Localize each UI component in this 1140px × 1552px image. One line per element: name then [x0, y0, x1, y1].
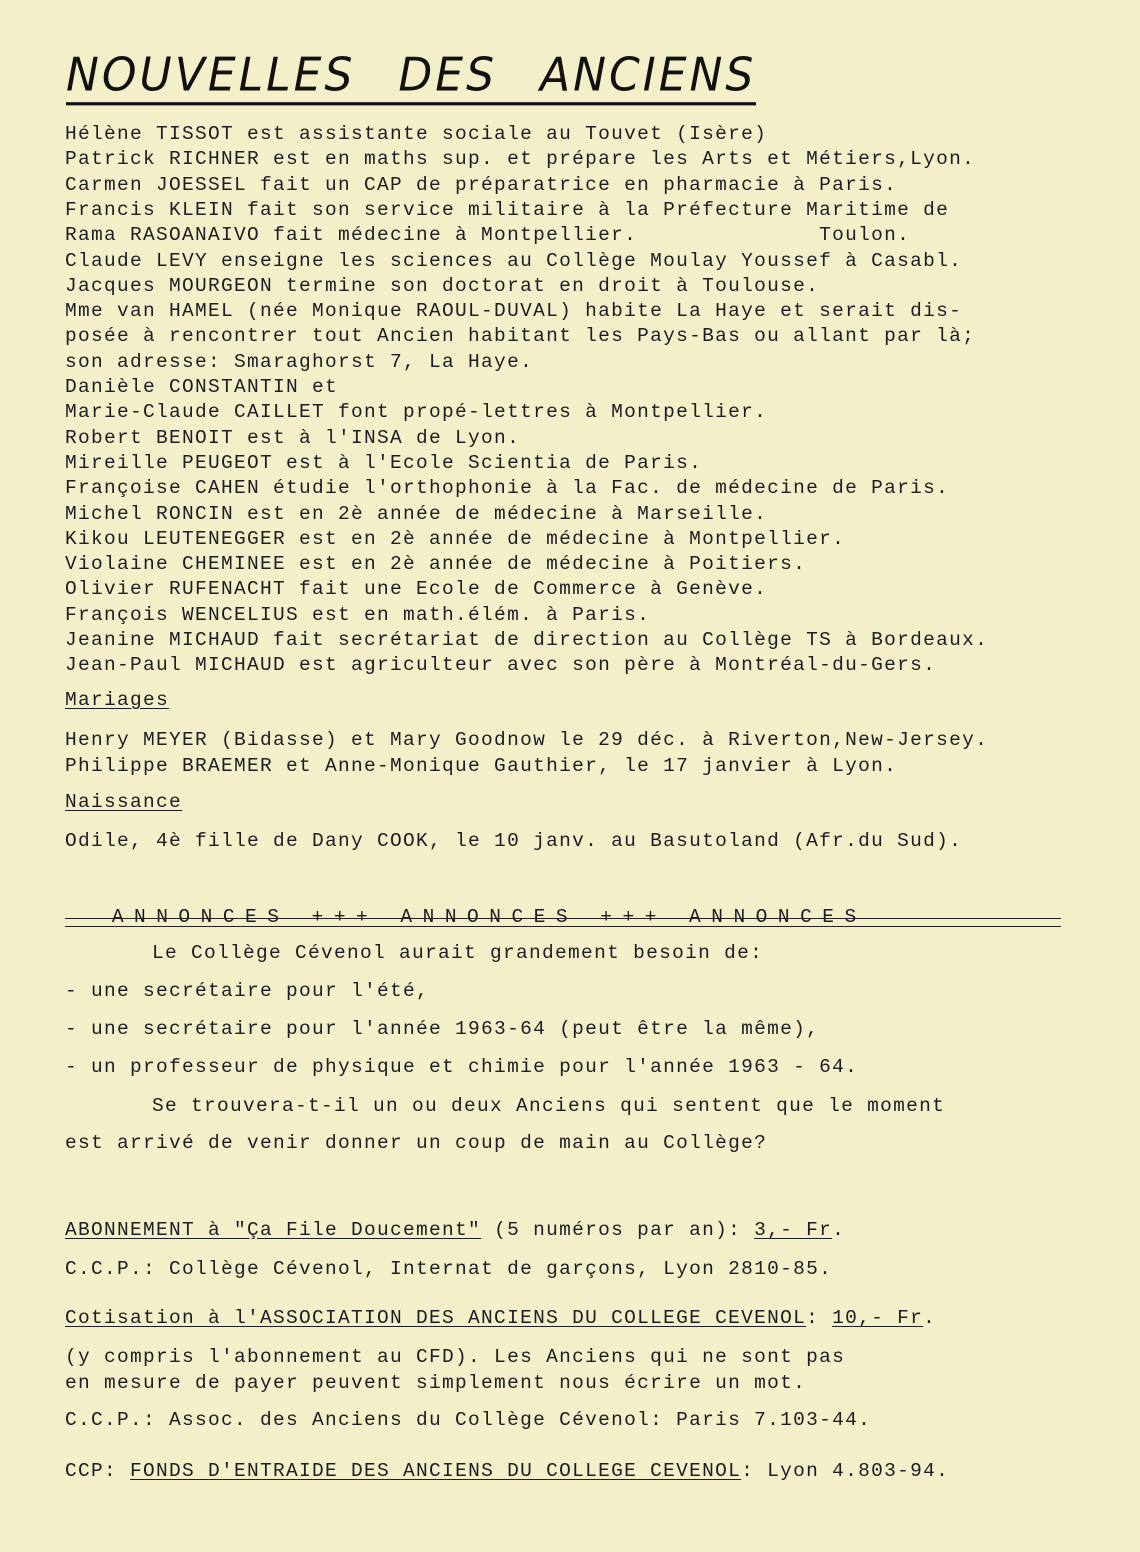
abonnement-ccp: C.C.P.: Collège Cévenol, Internat de garçons, Lyon 2810-85. [65, 1258, 833, 1280]
mariage-item: Philippe BRAEMER et Anne-Monique Gauthier, le 17 janvier à Lyon. [65, 755, 898, 777]
abonnement-detail: (5 numéros par an): [481, 1219, 755, 1241]
cotisation-line: Cotisation à l'ASSOCIATION DES ANCIENS DU COLLEGE CEVENOL: 10,- Fr. [65, 1307, 937, 1329]
news-item: Mireille PEUGEOT est à l'Ecole Scientia de Paris. [65, 451, 703, 474]
naissance-heading: Naissance [65, 791, 183, 813]
news-item: Françoise CAHEN étudie l'orthophonie à la Fac. de médecine de Paris. [65, 477, 950, 500]
news-item: Hélène TISSOT est assistante sociale au Touvet (Isère) [65, 123, 768, 145]
news-item: Claude LEVY enseigne les sciences au Collège Moulay Youssef à Casabl. [65, 249, 963, 272]
annonces-banner-text: ANNONCES +++ ANNONCES +++ ANNONCES [111, 906, 867, 928]
news-item: Robert BENOIT est à l'INSA de Lyon. [65, 426, 521, 449]
annonces-intro: Le Collège Cévenol aurait grandement besoin de: [152, 942, 764, 964]
news-item: Rama RASOANAIVO fait médecine à Montpellier. Toulon. [65, 224, 911, 247]
page-title: NOUVELLES DES ANCIENS [66, 49, 756, 106]
cotisation-note: en mesure de payer peuvent simplement nous écrire un mot. [65, 1372, 807, 1394]
fonds-prefix: CCP: [65, 1460, 131, 1482]
news-item: Mme van HAMEL (née Monique RAOUL-DUVAL) habite La Haye et serait dis- [65, 300, 963, 323]
news-item: Olivier RUFENACHT fait une Ecole de Commerce à Genève. [65, 578, 768, 601]
annonce-item: - une secrétaire pour l'été, [65, 980, 430, 1002]
mariage-item: Henry MEYER (Bidasse) et Mary Goodnow le 29 déc. à Riverton,New-Jersey. [65, 729, 989, 751]
abonnement-line: ABONNEMENT à "Ça File Doucement" (5 numéros par an): 3,- Fr. [65, 1219, 846, 1241]
news-item: Michel RONCIN est en 2è année de médecine à Marseille. [65, 502, 768, 525]
news-item: Kikou LEUTENEGGER est en 2è année de médecine à Montpellier. [65, 527, 846, 550]
cotisation-ccp: C.C.P.: Assoc. des Anciens du Collège Cévenol: Paris 7.103-44. [65, 1409, 872, 1431]
cotisation-note: (y compris l'abonnement au CFD). Les Anciens qui ne sont pas [65, 1346, 846, 1368]
news-item: Jean-Paul MICHAUD est agriculteur avec son père à Montréal-du-Gers. [65, 654, 937, 677]
news-item: son adresse: Smaraghorst 7, La Haye. [65, 350, 534, 373]
fonds-suffix: : Lyon 4.803-94. [741, 1460, 950, 1482]
news-item: posée à rencontrer tout Ancien habitant les Pays-Bas ou allant par là; [65, 325, 976, 348]
annonce-item: - une secrétaire pour l'année 1963-64 (peut être la même), [65, 1018, 820, 1040]
news-item: Patrick RICHNER est en maths sup. et prépare les Arts et Métiers,Lyon. [65, 148, 976, 171]
abonnement-price: 3,- Fr [754, 1219, 833, 1241]
annonce-item: - un professeur de physique et chimie pour l'année 1963 - 64. [65, 1056, 859, 1078]
news-item: François WENCELIUS est en math.élém. à Paris. [65, 603, 651, 626]
news-item: Violaine CHEMINEE est en 2è année de médecine à Poitiers. [65, 553, 807, 576]
cotisation-sep: : [806, 1307, 833, 1329]
news-item: Jeanine MICHAUD fait secrétariat de direction au Collège TS à Bordeaux. [65, 629, 989, 651]
news-item: Jacques MOURGEON termine son doctorat en droit à Toulouse. [65, 274, 820, 297]
cotisation-label: Cotisation à l'ASSOCIATION DES ANCIENS DU COLLEGE CEVENOL [65, 1307, 807, 1329]
news-item: Danièle CONSTANTIN et [65, 376, 339, 398]
abonnement-label: ABONNEMENT à "Ça File Doucement" [65, 1219, 482, 1241]
news-item: Francis KLEIN fait son service militaire à la Préfecture Maritime de [65, 198, 950, 221]
news-item: Marie-Claude CAILLET font propé-lettres à Montpellier. [65, 401, 768, 424]
double-rule-divider [65, 918, 1061, 927]
fonds-line [65, 1459, 949, 1483]
news-item: Carmen JOESSEL fait un CAP de préparatrice en pharmacie à Paris. [65, 173, 898, 196]
fonds-label: FONDS D'ENTRAIDE DES ANCIENS DU COLLEGE CEVENOL [130, 1460, 742, 1482]
naissance-item: Odile, 4è fille de Dany COOK, le 10 janv. au Basutoland (Afr.du Sud). [65, 830, 963, 852]
cotisation-price: 10,- Fr [832, 1307, 924, 1329]
annonces-closing: Se trouvera-t-il un ou deux Anciens qui sentent que le moment [152, 1095, 946, 1117]
annonces-closing: est arrivé de venir donner un coup de main au Collège? [65, 1132, 768, 1154]
mariages-heading: Mariages [65, 689, 170, 711]
